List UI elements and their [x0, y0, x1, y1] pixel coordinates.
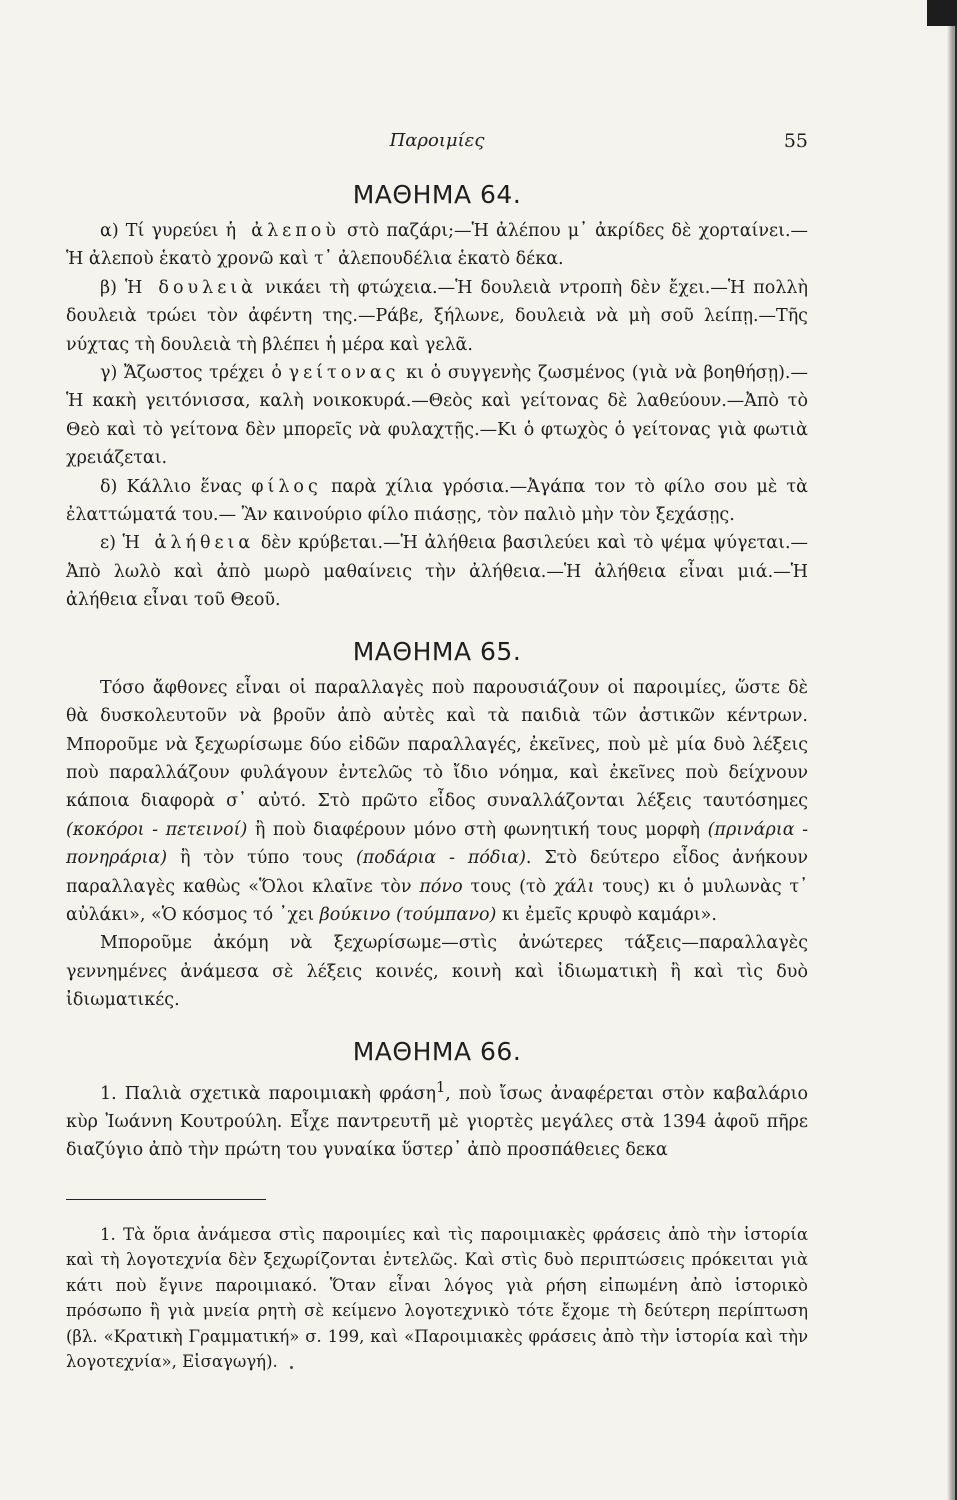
italic-example: (ποδάρια - πόδια) — [355, 848, 526, 869]
text-run: τους) κι ὁ μυλωνὰς τ᾿ αὐλάκι», «Ὁ κόσμος τό ᾿χει — [66, 876, 808, 925]
item-d-keyword: φίλος — [251, 476, 322, 497]
italic-example: χάλι — [554, 876, 595, 897]
text-run: ἢ ποὺ διαφέρουν μόνο στὴ φωνητική τους μορφὴ — [247, 819, 708, 840]
print-speck — [290, 1366, 293, 1369]
lesson-64 — [66, 180, 808, 615]
page-edge-shadow — [947, 0, 957, 1500]
footnote — [66, 1222, 808, 1375]
lesson-65-paragraph-2: Μποροῦμε ἀκόμη νὰ ξεχωρίσωμε—στὶς ἀνώτερες τάξεις—παραλλαγὲς γεννημένες ἀνάμεσα σὲ λέξεις κοινές, κοινὴ καὶ ἰδιωματικὴ ἢ καὶ τὶς δυὸ ἰδιωματικές. — [66, 933, 808, 1011]
book-page — [66, 128, 808, 1375]
item-c-text: κι ὁ συγγενὴς ζωσμένος (γιὰ νὰ βοηθήσῃ).—Ἡ κακὴ γειτόνισσα, καλὴ νοικοκυρά.—Θεὸς καὶ γείτονας δὲ λαθεύουν.—Ἀπὸ τὸ Θεὸ καὶ τὸ γείτονα δὲν μπορεῖς νὰ φυλαχτῇς.—Κι ὁ φτωχὸς ὁ γείτονας γιὰ φωτιὰ χρειάζεται. — [66, 363, 808, 469]
lesson-65-title: ΜΑΘΗΜΑ 65. — [352, 636, 522, 666]
lesson-64-item-d — [66, 473, 808, 530]
lesson-65 — [66, 637, 808, 1015]
text-run: Τόσο ἄφθονες εἶναι οἱ παραλλαγὲς ποὺ παρουσιάζουν οἱ παροιμίες, ὥστε δὲ θὰ δυσκολευτοῦν νὰ βροῦν ἀπὸ αὐτὲς καὶ τὰ παιδιὰ τῶν ἀστικῶν κέντρων. Μποροῦμε νὰ ξεχωρίσωμε δύο εἰδῶν παραλλαγές, ἐκεῖνες, ποὺ μὲ μία δυὸ λέξεις ποὺ παραλλάζουν φυλάγουν ἐντελῶς τὸ ἴδιο νόημα, καὶ ἐκεῖνες ποὺ δείχνουν κάποια διαφορὰ σ᾿ αὐτό. Στὸ πρῶτο εἶδος συναλλάζονται λέξεις ταυτόσημες — [66, 677, 808, 812]
page-number: 55 — [783, 130, 808, 152]
running-title: Παροιμίες — [389, 130, 485, 151]
italic-example: (κοκόροι - πετεινοί) — [66, 819, 248, 840]
lesson-65-paragraph-1 — [66, 674, 808, 930]
text-run: κι ἐμεῖς κρυφὸ καμάρι». — [496, 904, 717, 925]
text-run: ἢ τὸν τύπο τους — [167, 848, 356, 869]
item-b-text: νικάει τὴ φτώχεια.—Ἡ δουλειὰ ντροπὴ δὲν ἔχει.—Ἡ πολλὴ δουλειὰ τρώει τὸν ἀφέντη της.—Ράβε, ξήλωνε, δουλειὰ νὰ μὴ σοῦ λείπῃ.—Τῆς νύχτας τὴ δουλειὰ τὴ βλέπει ἡ μέρα καὶ γελᾶ. — [66, 277, 808, 355]
item-a-keyword: ἡ ἀλεποὺ — [225, 221, 340, 241]
lesson-64-item-b — [66, 274, 808, 359]
item-e-text: δὲν κρύβεται.—Ἡ ἀλήθεια βασιλεύει καὶ τὸ ψέμα ψύγεται.—Ἀπὸ λωλὸ καὶ ἀπὸ μωρὸ μαθαίνεις τὴν ἀλήθεια.—Ἡ ἀλήθεια εἶναι μιά.—Ἡ ἀλήθεια εἶναι τοῦ Θεοῦ. — [66, 533, 809, 611]
page-corner-shadow — [927, 0, 957, 26]
item-e-pre: ε) — [100, 533, 123, 554]
item-e-keyword: Ἡ ἀλήθεια — [122, 533, 255, 554]
text-run: . Στὸ δεύτερο εἶδος ἀνήκουν παραλλαγὲς καθὼς «Ὅλοι κλαῖνε τὸν — [66, 848, 808, 897]
text-run: , ποὺ ἴσως ἀναφέρεται στὸν καβαλάριο κὺρ Ἰωάννη Κουτρούλη. Εἶχε παντρευτῆ μὲ γιορτὲς μεγάλες στὰ 1394 ἀφοῦ πῆρε διαζύγιο ἀπὸ τὴν πρώτη του γυναίκα ὕστερ᾿ ἀπὸ προσπάθειες δεκα — [66, 1083, 809, 1161]
item-d-text: παρὰ χίλια γρόσια.—Ἀγάπα τον τὸ φίλο σου μὲ τὰ ἐλαττώματά του.— Ἂν καινούριο φίλο πιάσῃς, τὸν παλιὸ μὴν τὸν ξεχάσῃς. — [66, 476, 808, 526]
lesson-66-title: ΜΑΘΗΜΑ 66. — [352, 1036, 522, 1066]
running-head — [66, 128, 808, 158]
lesson-64-item-e — [66, 529, 808, 614]
item-a-pre: α) Τί γυρεύει — [100, 221, 226, 241]
italic-example: βούκινο (τούμπανο) — [319, 904, 497, 925]
lesson-66 — [66, 1037, 808, 1165]
italic-example: πόνο — [419, 876, 463, 897]
lesson-64-title: ΜΑΘΗΜΑ 64. — [352, 180, 522, 209]
item-b-pre: β) — [100, 277, 125, 298]
lesson-66-paragraph-1 — [66, 1074, 808, 1165]
lesson-64-item-a — [66, 217, 808, 274]
item-b-keyword: Ἡ δουλειὰ — [125, 277, 257, 298]
item-a-text: στὸ παζάρι;—Ἡ ἀλέπου μ᾿ ἀκρίδες δὲ χορταίνει.—Ἡ ἀλεποὺ ἑκατὸ χρονῶ καὶ τ᾿ ἀλεπουδέλια ἑκατὸ δέκα. — [66, 221, 809, 270]
lesson-64-item-c — [66, 359, 808, 473]
item-d-pre: δ) Κάλλιο ἕνας — [100, 476, 252, 497]
footnote-ref[interactable]: 1 — [435, 1078, 446, 1096]
footnote-divider — [66, 1199, 266, 1200]
footnote-text: 1. Τὰ ὅρια ἀνάμεσα στὶς παροιμίες καὶ τὶς παροιμιακὲς φράσεις ἀπὸ τὴν ἱστορία καὶ τὴ λογοτεχνία δὲν ξεχωρίζονται ἐντελῶς. Καὶ στὶς δυὸ περιπτώσεις πρόκειται γιὰ κάτι ποὺ ἔγινε παροιμιακό. Ὅταν εἶναι λόγος γιὰ ρήση εἰπωμένη ἀπὸ ἱστορικὸ πρόσωπο ἢ γιὰ μνεία ρητὴ σὲ κείμενο λογοτεχνικὸ τότε ἔχομε τὴ δεύτερη περίπτωση (βλ. «Κρατικὴ Γραμματική» σ. 199, καὶ «Παροιμιακὲς φράσεις ἀπὸ τὴν ἱστορία καὶ τὴν λογοτεχνία», Εἰσαγωγή). — [66, 1224, 808, 1372]
italic-example: (πρινάρια - πονηράρια) — [66, 819, 808, 869]
item-c-keyword: γείτονας — [288, 363, 400, 384]
item-c-pre: γ) Ἄζωστος τρέχει ὁ — [100, 363, 289, 384]
text-run: τους (τὸ — [462, 876, 555, 897]
text-run: 1. Παλιὰ σχετικὰ παροιμιακὴ φράση — [100, 1083, 436, 1104]
